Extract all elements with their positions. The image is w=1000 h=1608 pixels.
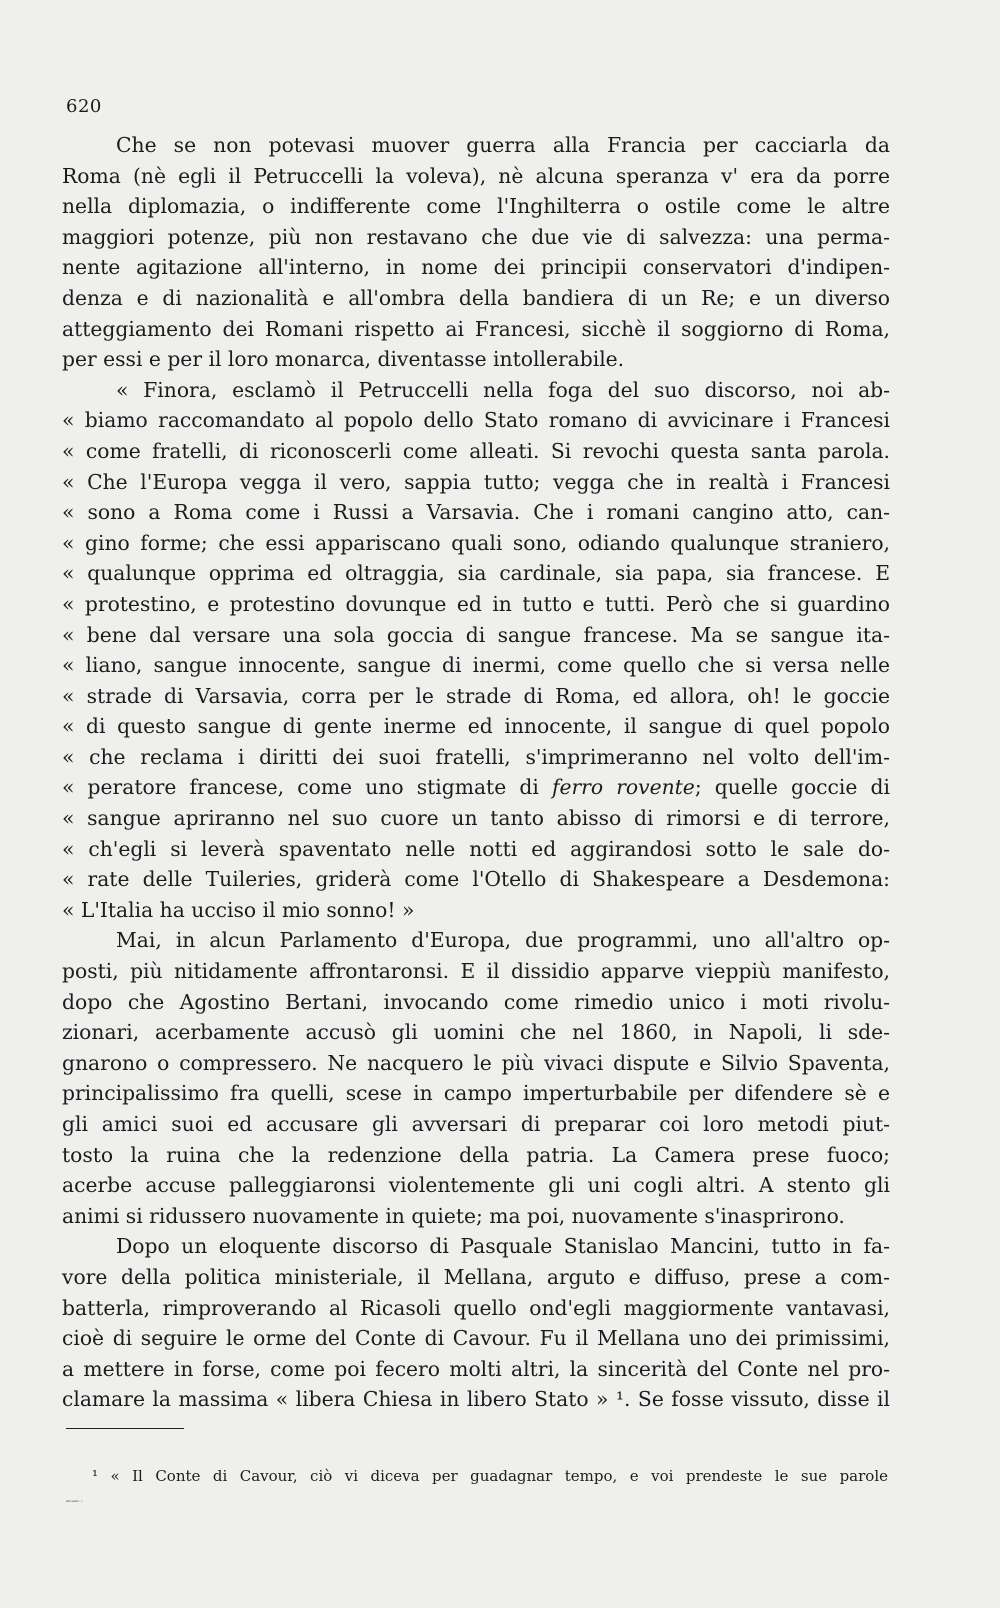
text-line: « Che l'Europa vegga il vero, sappia tutto; vegga che in realtà i Francesi [62,469,890,494]
text-line: « biamo raccomandato al popolo dello Stato romano di avvicinare i Francesi [62,408,890,433]
text-line: « liano, sangue innocente, sangue di inermi, come quello che si versa nelle [62,653,890,678]
text-line: Mai, in alcun Parlamento d'Europa, due programmi, uno all'altro op- [116,928,890,953]
italic-phrase: ferro rovente [551,775,695,800]
text-line: nella diplomazia, o indifferente come l'Inghilterra o ostile come le altre [62,194,890,219]
footnote-divider [66,1428,184,1429]
text-line: « sangue apriranno nel suo cuore un tanto abisso di rimorsi e di terrore, [62,806,890,831]
text-line: « sono a Roma come i Russi a Varsavia. Che i romani cangino atto, can- [62,500,890,525]
text-line: clamare la massima « libera Chiesa in libero Stato » ¹. Se fosse vissuto, disse il [62,1387,890,1412]
text-line: « peratore francese, come uno stigmate di ferro rovente; quelle goccie di [62,775,890,800]
text-line: cioè di seguire le orme del Conte di Cavour. Fu il Mellana uno dei primissimi, [62,1326,890,1351]
text-line: atteggiamento dei Romani rispetto ai Francesi, sicchè il soggiorno di Roma, [62,316,890,341]
text-line: « come fratelli, di riconoscerli come alleati. Si revochi questa santa parola. [62,438,890,463]
text-line: « bene dal versare una sola goccia di sangue francese. Ma se sangue ita- [62,622,890,647]
text-line: « L'Italia ha ucciso il mio sonno! » [62,897,415,922]
text-line: Roma (nè egli il Petruccelli la voleva), nè alcuna speranza v' era da porre [62,163,890,188]
text-line: « che reclama i diritti dei suoi fratelli, s'imprimeranno nel volto dell'im- [62,744,890,769]
body-text [62,130,890,1415]
text-line: « Finora, esclamò il Petruccelli nella foga del suo discorso, noi ab- [116,377,890,402]
text-line: nente agitazione all'interno, in nome dei principii conservatori d'indipen- [62,255,890,280]
text-line: denza e di nazionalità e all'ombra della bandiera di un Re; e un diverso [62,285,890,310]
text-line: zionari, acerbamente accusò gli uomini che nel 1860, in Napoli, li sde- [62,1020,890,1045]
text-line: gnarono o compressero. Ne nacquero le più vivaci dispute e Silvio Spaventa, [62,1050,890,1075]
text-line: animi si ridussero nuovamente in quiete; ma poi, nuovamente s'inasprirono. [62,1203,845,1228]
text-line: « qualunque opprima ed oltraggia, sia cardinale, sia papa, sia francese. E [62,561,890,586]
footnote-line: sul serio. » [66,1499,83,1503]
footnote-line: ¹ « Il Conte di Cavour, ciò vi diceva per guadagnar tempo, e voi prendeste le sue parole [92,1467,888,1485]
text-line: « strade di Varsavia, corra per le strade di Roma, ed allora, oh! le goccie [62,683,890,708]
text-line: batterla, rimproverando al Ricasoli quello ond'egli maggiormente vantavasi, [62,1295,890,1320]
text-line: tosto la ruina che la redenzione della patria. La Camera prese fuoco; [62,1142,890,1167]
text-line: « gino forme; che essi appariscano quali sono, odiando qualunque straniero, [62,530,890,555]
text-line: Che se non potevasi muover guerra alla Francia per cacciarla da [116,133,890,157]
text-line: gli amici suoi ed accusare gli avversari di preparar coi loro metodi piut- [62,1112,890,1136]
text-line: « rate delle Tuileries, griderà come l'Otello di Shakespeare a Desdemona: [62,867,890,892]
text-line: acerbe accuse palleggiaronsi violentemente gli uni cogli altri. A stento gli [62,1173,890,1198]
page-number: 620 [66,96,102,117]
text-line: « ch'egli si leverà spaventato nelle notti ed aggirandosi sotto le sale do- [62,836,890,861]
text-line: dopo che Agostino Bertani, invocando come rimedio unico i moti rivolu- [62,989,890,1014]
text-line: maggiori potenze, più non restavano che due vie di salvezza: una perma- [62,224,890,249]
text-line: principalissimo fra quelli, scese in campo imperturbabile per difendere sè e [62,1081,890,1106]
text-line: a mettere in forse, come poi fecero molti altri, la sincerità del Conte nel pro- [62,1356,890,1381]
text-line: per essi e per il loro monarca, diventasse intollerabile. [62,347,625,372]
footnotes [66,1464,888,1514]
text-line: Dopo un eloquente discorso di Pasquale Stanislao Mancini, tutto in fa- [116,1234,890,1259]
text-line: « di questo sangue di gente inerme ed innocente, il sangue di quel popolo [62,714,890,739]
text-line: « protestino, e protestino dovunque ed in tutto e tutti. Però che si guardino [62,591,890,616]
text-line: posti, più nitidamente affrontaronsi. E il dissidio apparve vieppiù manifesto, [62,959,890,984]
text-line: vore della politica ministeriale, il Mellana, arguto e diffuso, prese a com- [62,1264,890,1289]
